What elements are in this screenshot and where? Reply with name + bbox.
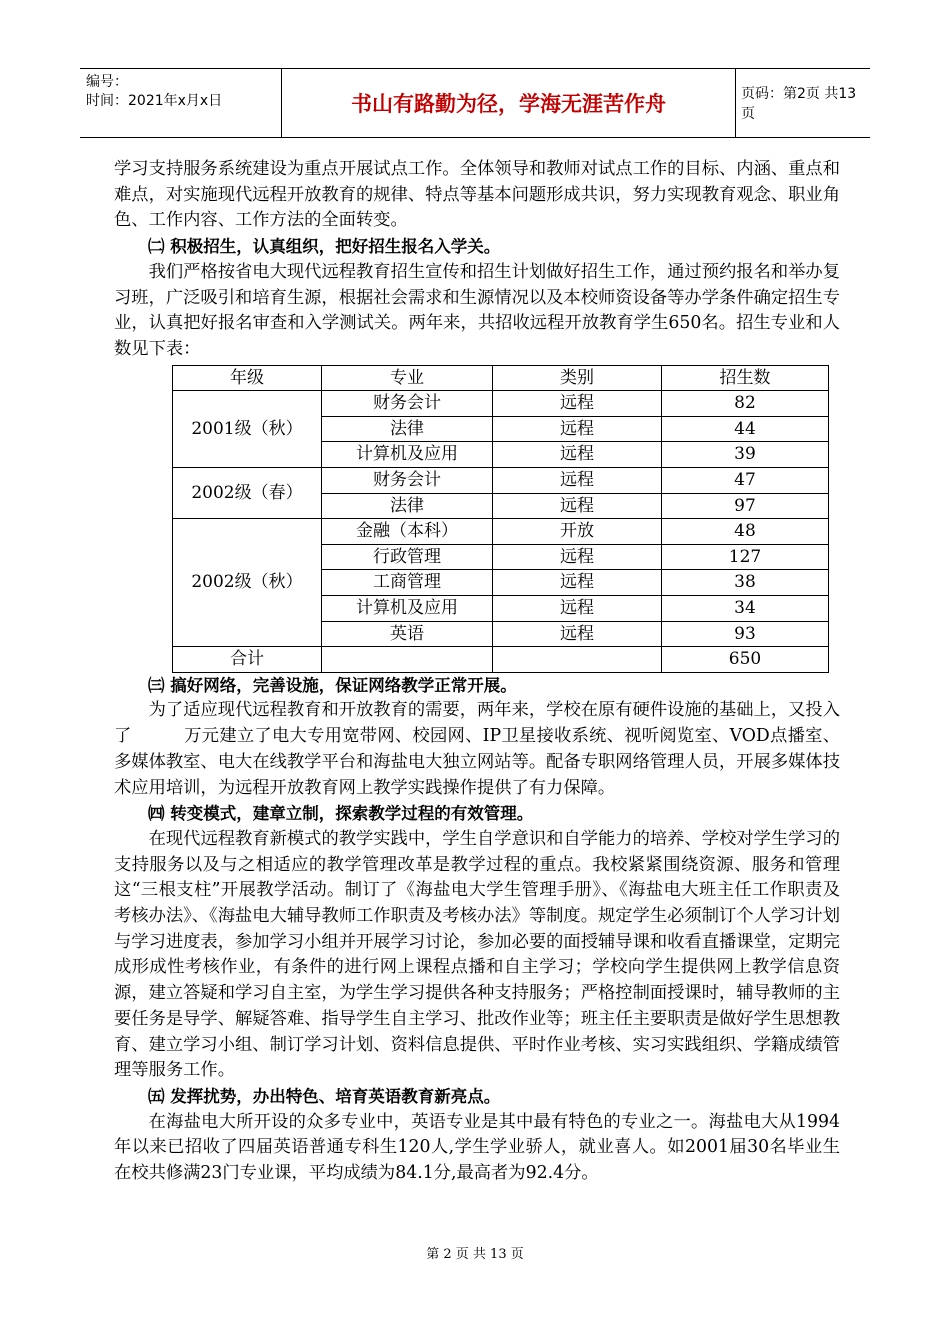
count-cell: 93 bbox=[662, 621, 829, 647]
table-row bbox=[173, 519, 829, 545]
major-cell: 金融（本科） bbox=[322, 519, 493, 545]
page-footer: 第 2 页 共 13 页 bbox=[426, 1247, 524, 1262]
count-cell: 48 bbox=[662, 519, 829, 545]
major-cell: 财务会计 bbox=[322, 391, 493, 417]
column-header: 专业 bbox=[322, 365, 493, 391]
major-cell: 计算机及应用 bbox=[322, 442, 493, 468]
count-cell: 82 bbox=[662, 391, 829, 417]
table-header-row bbox=[173, 365, 829, 391]
count-cell: 97 bbox=[662, 493, 829, 519]
count-cell: 44 bbox=[662, 416, 829, 442]
paragraph: 在现代远程教育新模式的教学实践中，学生自学意识和自学能力的培养、学校对学生学习的支持服务以及与之相适应的教学管理改革是教学过程的重点。我校紧紧围绕资源、服务和管理这“三根支柱”开展教学活动。制订了《海盐电大学生管理手册》、《海盐电大班主任工作职责及考核办法》、《海盐电大辅导教师工作职责及考核办法》等制度。规定学生必须制订个人学习计划与学习进度表，参加学习小组并开展学习讨论，参加必要的面授辅导课和收看直播课堂，定期完成形成性考核作业，有条件的进行网上课程点播和自主学习；学校向学生提供网上教学信息资源，建立答疑和学习自主室，为学生学习提供各种支持服务；严格控制面授课时，辅导教师的主要任务是导学、解疑答难、指导学生自主学习、批改作业等；班主任主要职责是做好学生思想教育、建立学习小组、制订学习计划、资料信息提供、平时作业考核、实习实践组织、学籍成绩管理等服务工作。 bbox=[114, 828, 840, 1081]
section-heading: ㈢ 搞好网络，完善设施，保证网络教学正常开展。 bbox=[148, 675, 517, 695]
type-cell: 远程 bbox=[493, 493, 662, 519]
type-cell: 远程 bbox=[493, 544, 662, 570]
total-label: 合计 bbox=[173, 647, 322, 673]
document-body bbox=[114, 157, 840, 1187]
column-header: 招生数 bbox=[662, 365, 829, 391]
grade-cell: 2002级（春） bbox=[173, 468, 322, 519]
type-cell: 远程 bbox=[493, 621, 662, 647]
major-cell: 法律 bbox=[322, 493, 493, 519]
count-cell: 127 bbox=[662, 544, 829, 570]
major-cell: 工商管理 bbox=[322, 570, 493, 596]
type-cell: 远程 bbox=[493, 595, 662, 621]
header-page-info: 页码：第2页 共13页 bbox=[741, 86, 857, 122]
grade-cell: 2001级（秋） bbox=[173, 391, 322, 468]
type-cell: 远程 bbox=[493, 442, 662, 468]
major-cell: 法律 bbox=[322, 416, 493, 442]
number-label: 编号： bbox=[86, 74, 128, 90]
section-heading: ㈣ 转变模式，建章立制，探索教学过程的有效管理。 bbox=[148, 804, 534, 824]
enrollment-table bbox=[172, 365, 829, 673]
type-cell: 远程 bbox=[493, 570, 662, 596]
section-heading: ㈡ 积极招生，认真组织，把好招生报名入学关。 bbox=[148, 237, 501, 257]
major-cell: 财务会计 bbox=[322, 468, 493, 494]
type-cell: 远程 bbox=[493, 416, 662, 442]
column-header: 年级 bbox=[173, 365, 322, 391]
column-header: 类别 bbox=[493, 365, 662, 391]
paragraph: 在海盐电大所开设的众多专业中，英语专业是其中最有特色的专业之一。海盐电大从1994年以来已招收了四届英语普通专科生120人,学生学业骄人，就业喜人。如2001届30名毕业生在校共修满23门专业课，平均成绩为84.1分,最高者为92.4分。 bbox=[114, 1111, 840, 1184]
empty-cell bbox=[493, 647, 662, 673]
page-header bbox=[80, 68, 870, 138]
count-cell: 47 bbox=[662, 468, 829, 494]
type-cell: 远程 bbox=[493, 468, 662, 494]
count-cell: 34 bbox=[662, 595, 829, 621]
type-cell: 开放 bbox=[493, 519, 662, 545]
total-value: 650 bbox=[662, 647, 829, 673]
paragraph: 学习支持服务系统建设为重点开展试点工作。全体领导和教师对试点工作的目标、内涵、重点和难点，对实施现代远程开放教育的规律、特点等基本问题形成共识，努力实现教育观念、职业角色、工作内容、工作方法的全面转变。 bbox=[114, 159, 840, 231]
empty-cell bbox=[322, 647, 493, 673]
major-cell: 英语 bbox=[322, 621, 493, 647]
grade-cell: 2002级（秋） bbox=[173, 519, 322, 647]
paragraph: 我们严格按省电大现代远程教育招生宣传和招生计划做好招生工作，通过预约报名和举办复习班，广泛吸引和培育生源，根据社会需求和生源情况以及本校师资设备等办学条件确定招生专业，认真把好报名审查和入学测试关。两年来，共招收远程开放教育学生650名。招生专业和人数见下表： bbox=[114, 261, 840, 359]
table-row bbox=[173, 391, 829, 417]
count-cell: 38 bbox=[662, 570, 829, 596]
table-total-row bbox=[173, 647, 829, 673]
count-cell: 39 bbox=[662, 442, 829, 468]
major-cell: 计算机及应用 bbox=[322, 595, 493, 621]
type-cell: 远程 bbox=[493, 391, 662, 417]
paragraph: 为了适应现代远程教育和开放教育的需要，两年来，学校在原有硬件设施的基础上，又投入了 万元建立了电大专用宽带网、校园网、IP卫星接收系统、视听阅览室、VOD点播室、多媒体教室、电大在线教学平台和海盐电大独立网站等。配备专职网络管理人员，开展多媒体技术应用培训，为远程开放教育网上教学实践操作提供了有力保障。 bbox=[114, 700, 840, 798]
time-label: 时间：2021年x月x日 bbox=[86, 93, 223, 109]
header-motto: 书山有路勤为径，学海无涯苦作舟 bbox=[282, 69, 736, 137]
section-heading: ㈤ 发挥扰势，办出特色、培育英语教育新亮点。 bbox=[148, 1087, 501, 1106]
header-meta bbox=[80, 69, 282, 137]
table-row bbox=[173, 468, 829, 494]
major-cell: 行政管理 bbox=[322, 544, 493, 570]
